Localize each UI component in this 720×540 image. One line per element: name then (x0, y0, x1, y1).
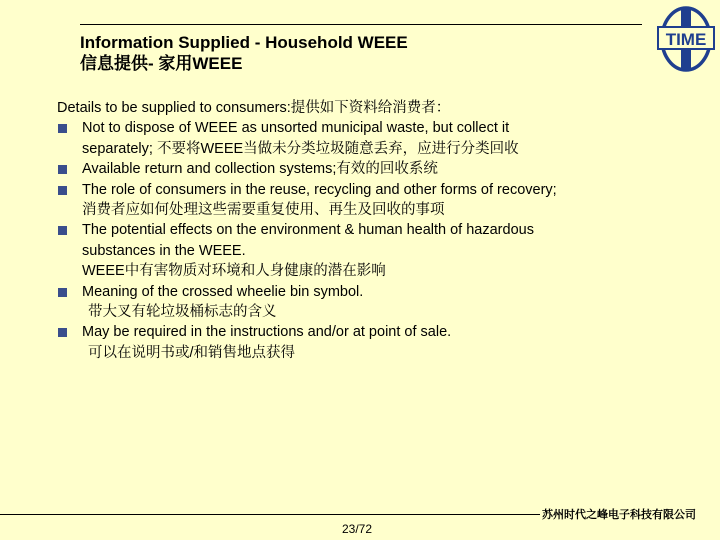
bullet-line: separately; 不要将WEEE当做未分类垃圾随意丢弃，应进行分类回收 (82, 140, 519, 157)
bullet-line: 带大叉有轮垃圾桶标志的含义 (88, 304, 277, 321)
square-bullet-icon (58, 124, 67, 133)
bullet-list (57, 118, 697, 363)
page-number: 23/72 (342, 522, 373, 536)
bullet-item (57, 180, 697, 221)
square-bullet-icon (58, 226, 67, 235)
bullet-line: substances in the WEEE. (82, 242, 246, 259)
slide-title (80, 32, 408, 74)
bullet-line: 消费者应如何处理这些需要重复使用、再生及回收的事项 (82, 202, 445, 219)
company-name: 苏州时代之峰电子科技有限公司 (542, 509, 696, 521)
bullet-item (57, 322, 697, 363)
bullet-item (57, 220, 697, 281)
bullet-line: May be required in the instructions and/or at point of sale. (82, 324, 452, 341)
header-rule (80, 24, 642, 25)
square-bullet-icon (58, 165, 67, 174)
slide-body (57, 98, 697, 363)
title-chinese: 信息提供- 家用WEEE (80, 54, 243, 73)
bullet-line: WEEE中有害物质对环境和人身健康的潜在影响 (82, 263, 386, 280)
bullet-line: 可以在说明书或/和销售地点获得 (88, 344, 296, 361)
bullet-item (57, 159, 697, 179)
bullet-item (57, 118, 697, 159)
bullet-line: The role of consumers in the reuse, recycling and other forms of recovery; (82, 181, 557, 198)
intro-text: Details to be supplied to consumers:提供如下资料给消费者： (57, 100, 451, 116)
bullet-item (57, 282, 697, 323)
bullet-line: Meaning of the crossed wheelie bin symbol. (82, 283, 364, 300)
bullet-line: Available return and collection systems;有效的回收系统 (82, 161, 438, 178)
bullet-line: The potential effects on the environment & human health of hazardous (82, 222, 534, 239)
logo-text: TIME (665, 30, 707, 49)
title-english: Information Supplied - Household WEEE (80, 33, 408, 52)
square-bullet-icon (58, 328, 67, 337)
square-bullet-icon (58, 288, 67, 297)
company-logo (655, 4, 717, 74)
footer-rule (0, 514, 540, 515)
square-bullet-icon (58, 186, 67, 195)
bullet-line: Not to dispose of WEEE as unsorted municipal waste, but collect it (82, 120, 510, 137)
